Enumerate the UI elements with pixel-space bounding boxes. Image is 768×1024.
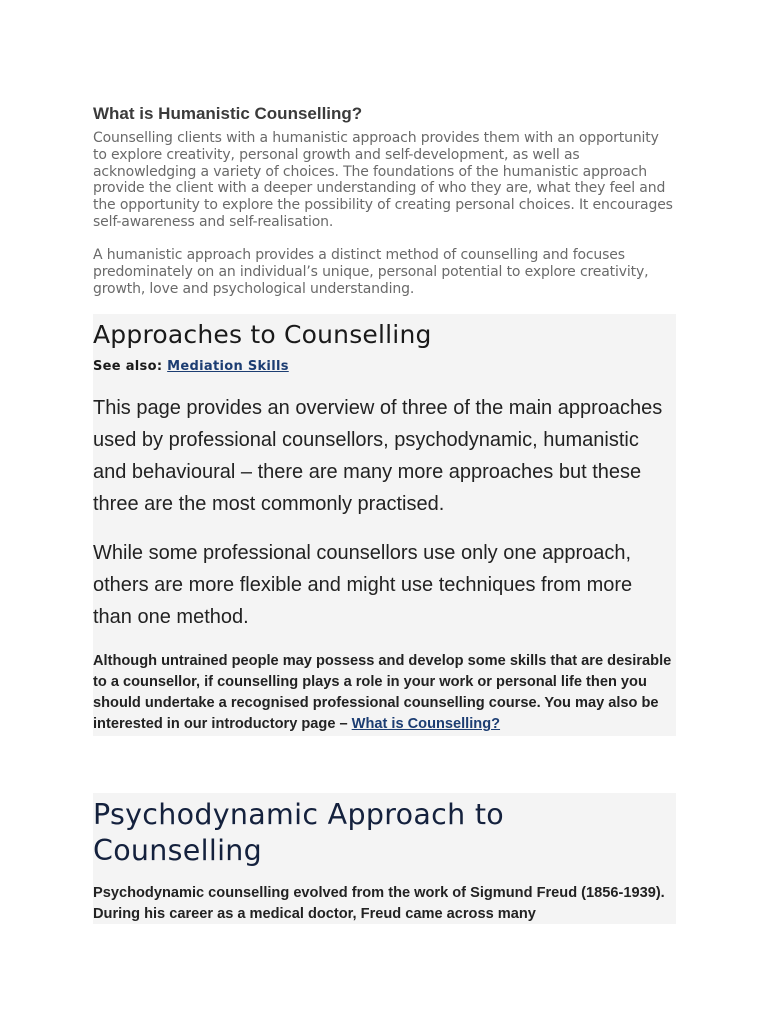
- approaches-lead-paragraph-2: While some professional counsellors use only one approach, others are more flexible and might use techniques from more than one method.: [93, 542, 633, 628]
- psychodynamic-panel: [93, 793, 676, 924]
- approaches-heading: Approaches to Counselling: [93, 320, 432, 349]
- approaches-note-text: Although untrained people may possess and develop some skills that are desirable to a counsellor, if counselling plays a role in your work or personal life then you should undertake a recognised professional counselling course. You may also be interested in our introductory page –: [93, 653, 672, 732]
- humanistic-paragraph-1: Counselling clients with a humanistic approach provides them with an opportunity to explore creativity, personal growth and self-development, as well as acknowledging a variety of choices. The foundations of the humanistic approach provide the client with a deeper understanding of who they are, what they feel and the opportunity to explore the possibility of creating personal choices. It encourages self-awareness and self-realisation.: [93, 130, 673, 230]
- psychodynamic-paragraph-1: Psychodynamic counselling evolved from the work of Sigmund Freud (1856-1939). During his career as a medical doctor, Freud came across many: [93, 885, 665, 922]
- mediation-skills-link[interactable]: Mediation Skills: [167, 359, 289, 374]
- humanistic-paragraph-2: A humanistic approach provides a distinct method of counselling and focuses predominately on an individual’s unique, personal potential to explore creativity, growth, love and psychological understanding.: [93, 247, 649, 297]
- psychodynamic-heading: Psychodynamic Approach to Counselling: [93, 798, 505, 867]
- what-is-counselling-link[interactable]: What is Counselling?: [351, 716, 501, 732]
- approaches-panel: [93, 314, 676, 736]
- approaches-lead-paragraph-1: This page provides an overview of three of the main approaches used by professional counsellors, psychodynamic, humanistic and behavioural – there are many more approaches but these three are the most commonly practised.: [93, 397, 663, 515]
- approaches-note: [93, 651, 676, 735]
- humanistic-heading: What is Humanistic Counselling?: [93, 104, 363, 123]
- see-also-line: [93, 359, 289, 374]
- see-also-label: See also:: [93, 359, 163, 374]
